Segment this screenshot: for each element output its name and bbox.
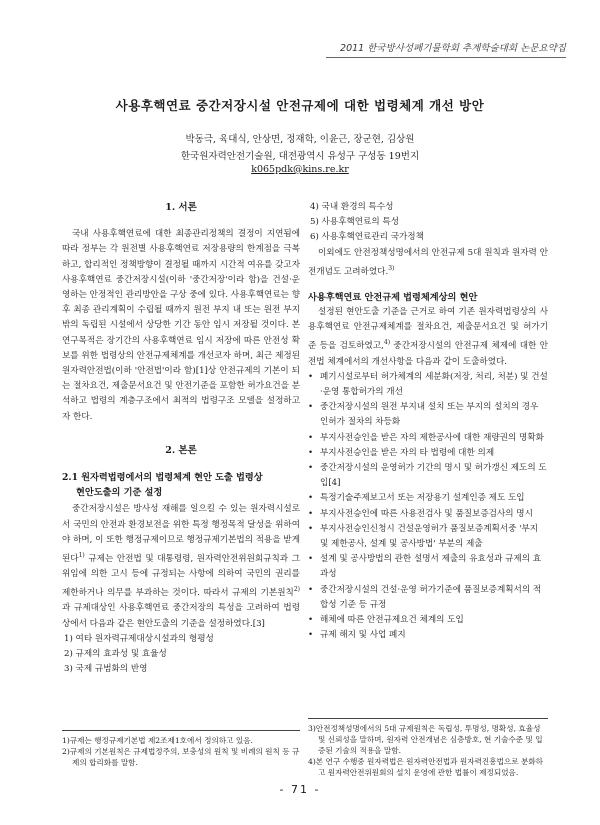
issue-bullet: • 중간저장시설의 원전 부지내 설치 또는 부지의 설치의 경우 인허가 절차의 차등화	[308, 400, 548, 430]
issue-bullet: • 중간저장시설의 건설·운영 허가기준에 품질보증계획서의 적합성 기준 등 규정	[308, 583, 548, 613]
issue-bullet: • 특정기술주제보고서 또는 저장용기 설계인증 제도 도입	[308, 491, 548, 506]
issue-bullet: • 설계 및 공사방법의 관한 설명서 제출의 유효성과 규제의 효과성	[308, 552, 548, 582]
introduction-paragraph: 국내 사용후핵연료에 대한 최종관리정책의 결정이 지연됨에 따라 정부는 각 원전별 사용후핵연료 저장용량의 한계점을 극복하고, 합리적인 정책방향이 결정될 때까지 시간적 여유를 갖고자 사용후핵연료 중간저장시설(이하 '중간저장'이라 함)을 건설·운영하는 안정적인 관리방안을 구상 중에 있다. 사용후핵연료는 향후 최종 관리계획이 수립될 때까지 원전 부지 내 또는 원전 부지 밖의 독립된 시설에서 상당한 기간 동안 임시 저장될 것이다. 본 연구목적은 장기간의 사용후핵연료 임시 저장에 따른 안전성 확보를 위한 법령상의 안전규제체계를 개선코자 하며, 최근 제정된 원자력안전법(이하 '안전법'이라 함)[1]상 안전규제의 기본이 되는 절차요건, 제출문서요건 및 안전기준을 포함한 허가요건을 분석하고 법령의 계층구조에서 최적의 법령구조 모델을 설정하고자 한다.	[62, 229, 300, 422]
footnote: 2)규제의 기본원칙은 규제법정주의, 보충성의 원칙 및 비례의 원칙 등 규제의 합리화를 말함.	[62, 747, 300, 767]
subsection-heading-2-1: 2.1 원자력법령에서의 법령체계 현안 도출 법령상	[62, 472, 263, 484]
criteria-text-1: 중간저장시설은 방사성 재해를 일으킬 수 있는 원자력시설로서 국민의 안전과 환경보전을 위한 특정 행정목적 달성을 위하여야 하며, 이 또한 행정규제이므로 행정규제기본법의 적용을 받게 된다	[62, 504, 300, 564]
footnote: 1)규제는 행정규제기본법 제2조제1호에서 정의하고 있음.	[62, 736, 253, 745]
criteria-item: 6) 사용후핵연료관리 국가정책	[310, 232, 424, 243]
criteria-item: 4) 국내 환경의 특수성	[310, 202, 394, 212]
footnote: 4)본 연구 수행중 원자력법은 원자력안전법과 원자력진흥법으로 분화하고 원자력안전위원회의 설치 운영에 관한 법률이 제정되었음.	[308, 757, 544, 777]
right-footnotes	[308, 718, 548, 778]
criteria-paragraph	[62, 502, 300, 631]
issue-bullet: • 부지사전승인을 받은 자의 제한공사에 대한 재량권의 명확화	[308, 431, 548, 446]
criteria-item: 3) 국제 규범화의 반영	[64, 664, 148, 675]
running-head: 2011 한국방사성폐기물학회 추계학술대회 논문요약집	[326, 40, 566, 58]
criteria-additional-text: 이외에도 안전정책성명에서의 안전규제 5대 원칙과 원자력 안전개념도 고려하였다.	[308, 247, 548, 277]
criteria-item: 2) 규제의 효과성 및 효율성	[64, 649, 167, 659]
issues-text-2: 중간저장시설의 안전규제 체제에 대한 안전법 체계에서의 개선사항을 다음과 같이 도출하였다.	[308, 341, 549, 367]
page-number: - 71 -	[279, 783, 321, 796]
issue-bullet: • 부지사전승인에 따른 사용전검사 및 품질보증검사의 명시	[308, 507, 548, 522]
footnote: 3)안전정책성명에서의 5대 규제원칙은 독립성, 투명성, 명확성, 효율성 및 신뢰성을 말하며, 원자력 안전개념은 심층방호, 현 기술수준 및 입증된 기술의 적용을 말함.	[308, 724, 543, 755]
issue-bullet: • 부지사전승인을 받은 자의 타 법령에 대한 의제	[308, 446, 548, 461]
criteria-text-2: 규제는 안전법 및 대통령령, 원자력안전위원회규칙과 그 위임에 의한 고시 등에 규정되는 사항에 의하여 국민의 권리를 제한하거나 의무를 부과하는 것이다. 따라서 규제의 기본원칙	[62, 553, 300, 599]
subsection-heading-issues: 사용후핵연료 안전규제 법령체계상의 현안	[308, 291, 478, 303]
email-link[interactable]: k065pdk@kins.re.kr	[251, 164, 349, 175]
issue-bullet: • 중간저장시설의 운영허가 기간의 명시 및 허가갱신 제도의 도입[4]	[308, 461, 548, 491]
footnote-ref-2: 2)	[293, 586, 300, 594]
issues-paragraph	[308, 305, 548, 370]
issues-text-1: 설정된 현안도출 기준을 근거로 하여 기존 원자력법령상의 사용후핵연료 안전규제체계를 절차요건, 제출문서요건 및 허가기준 등을 검토하였고,	[308, 307, 548, 352]
right-column	[308, 200, 548, 643]
authors: 박동극, 육대식, 안상면, 정재학, 이윤근, 장군현, 김상원	[185, 134, 415, 145]
affiliation: 한국원자력안전기술원, 대전광역시 유성구 구성동 19번지	[180, 151, 420, 162]
paper-title: 사용후핵연료 중간저장시설 안전규제에 대한 법령체계 개선 방안	[115, 98, 485, 113]
criteria-item: 1) 여타 원자력규제대상시설과의 형평성	[64, 633, 214, 644]
section-heading-introduction: 1. 서론	[165, 202, 197, 213]
criteria-text-3: 과 규제대상인 사용후핵연료 중간저장의 특성을 고려하여 법령상에서 다음과 같은 현안도출의 기준을 설정하였다.[3]	[62, 603, 300, 629]
left-column	[62, 200, 300, 677]
issue-bullet: • 해체에 따른 안전규제요건 체계의 도입	[308, 613, 548, 628]
issue-bullet: • 부지사전승인신청시 건설운영허가 품질보증계획서중 '부지 및 제한공사, 설계 및 공사방법' 부분의 제출	[308, 522, 548, 552]
footnote-ref-3: 3)	[388, 264, 395, 272]
criteria-additional-paragraph	[308, 246, 548, 280]
footnote-ref-1: 1)	[78, 552, 85, 560]
issue-bullet: • 규제 해지 및 사업 폐지	[308, 628, 548, 643]
subsection-heading-2-1-cont: 현안도출의 기준 설정	[76, 487, 163, 499]
left-footnotes	[62, 730, 300, 768]
issue-bullet: • 폐기시설로부터 허가체계의 세분화(저장, 처리, 처분) 및 건설·운영 통합허가의 개선	[308, 370, 548, 400]
section-heading-body: 2. 본론	[165, 444, 197, 456]
footnote-ref-4: 4)	[383, 339, 391, 347]
criteria-item: 5) 사용후핵연료의 특성	[310, 217, 399, 228]
